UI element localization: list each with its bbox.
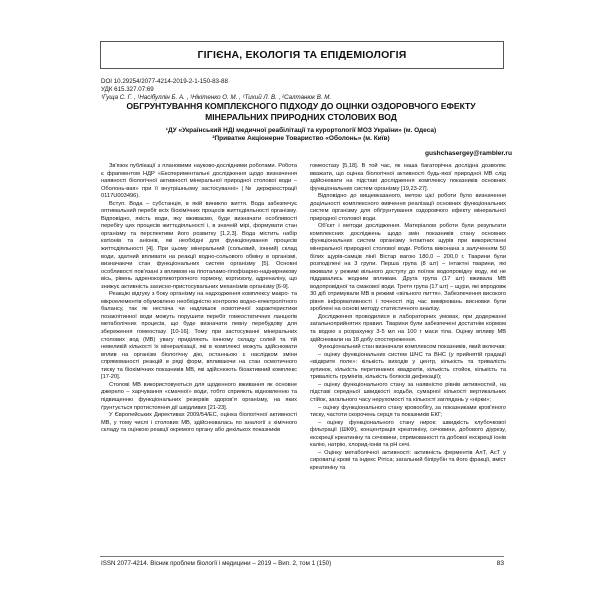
paragraph: Об'єкт і методи дослідження. Матеріалом роботи були результати комплексних досліджень щодо змін показників стану основних функціональних систем організму інтактних щурів при використанні мінеральної природної столової води. Робота виконана з залученням 50 білих щурів-самців лінії Вістар вагою 180,0 – 200,0 г. Тварини були розподілені на 3 групи. Перша група (8 шт) – інтактні тварини, які вживали у режимі вільного доступу до поїлок водопровідну воду, які не піддавались жодним впливам. Друга група (17 шт) вживала МВ водопровідної та смакової води. Третя група (17 шт) – щури, які впродовж 30 діб отримували МВ в режимі «вільного пиття». Забезпечення високого рівня інформативності і точності під час вимірювань висновки були зроблені на основі методу статистичного аналізу.: [310, 223, 506, 313]
paragraph: Зв'язок публікації з плановими науково-дослідними роботами. Робота є фрагментом НДР «Експериментальні дослідження щодо визначення наявності біологічної активності мінеральної природної столової води – Оболонь-вая» при її внутрішньому застосуванні» (№ держреєстрації 0117U003496).: [101, 163, 297, 200]
doi-line: DOI 10.29254/2077-4214-2019-2-1-150-83-88: [101, 78, 228, 85]
list-item: – оцінку функціональних систем ШЧС та ВНС (у прийнятій градації «відкрите поле»: кількість виходів у центр, кількість та тривалість зупинок, кількість перетинаних квадратів, кількість стойок, кількість та тривалість грумінгів, кількість болюсів дефекації);: [310, 351, 506, 381]
affiliation-1: ¹ДУ «Український НДІ медичної реабілітації та курортології МОЗ України» (м. Одеса): [165, 127, 437, 134]
article-title: ОБГРУНТУВАННЯ КОМПЛЕКСНОГО ПІДХОДУ ДО ОЦІНКИ ОЗДОРОВЧОГО ЕФЕКТУ МІНЕРАЛЬНИХ ПРИРОДНИХ СТОЛОВИХ ВОД: [126, 101, 476, 122]
list-item: – оцінку функціонального стану кровообігу, за показниками кров'яного тиску, частоти скорочень серця та показників ЕКГ;: [310, 404, 506, 419]
list-item: – Оцінку метаболічної активності: активність ферментів АлТ, АсТ у сироватці крові та індекс Рітіса; загальний білірубін та його фракції, вміст креатиніну та: [310, 449, 506, 471]
page-number: 83: [496, 560, 504, 567]
list-item: – оцінку функціонального стану за наявністю рівнів активностей, на підставі середньої швидкості ходьби, сумарної кількості вертикальних стійок, загального часу нерухомості та кількості заглядань у «нірки»;: [310, 381, 506, 403]
paragraph: Столові МВ використовуються для щоденного вживання як основне джерело – харчування «смачної» води, тобто сприяють відновленню та підвищенню функціональних резервів здоровʼя організму, на яких ґрунтується протистояння дії шкідливих [21-23].: [101, 381, 297, 411]
right-column: [310, 163, 506, 535]
list-item: – оцінку функціонального стану нирок: швидкість клубочкової фільтрації (ШКФ), концентрація креатиніну, сечовини, добового діурезу, екскреції креатиніну та сечовини, спрямованості та добової екскреції іонів калію, натрію, хлорид-іонів та рН сечі.: [310, 419, 506, 449]
paragraph: Функціональний стан визначали комплексом показників, який включав:: [318, 344, 506, 351]
footer-journal-info: ISSN 2077-4214. Вісник проблем біології і медицини – 2019 – Вип. 2, том 1 (150): [101, 560, 332, 567]
email-contact: gushchasergey@rambler.ru: [424, 150, 512, 157]
paragraph: У Європейських Директивах 2009/54/ЕС, оцінка біологічної активності МВ, у тому числі і столових МВ, здійснювалась по аналогії з хімічного складу та оцінкою реакції окремого органу або декількох показників: [101, 412, 297, 434]
paragraph: Вступ. Вода – субстанція, в якій виникло життя. Вода забезпечує оптимальний перебіг всіх біохімічних процесів життєдіяльності організму. Відповідно, якість води, яку вживаємо, буде визначати особливості перебігу цих процесів життєдіяльності і, в значній мірі, формувати стан організму та перспективи його розвитку [1,2,3]. Вода містить набір катіонів та аніонів, які необхідні для функціонування процесів життєдіяльності [4]. При цьому мінеральний (сольовий, іонний) склад води, здатний впливати на реакції водно-сольового обміну в організмі, визначаючи стан функціональних систем організму [5]. Основні особливості пов'язані з впливом на гіпоталамо-гіпофізарно-наднирникову вісь, рівень адренокортикотропного гормону, кортизолу, адреналіну, що знижує активність захисно-пристосувальних механізмів організму [6-9].: [101, 200, 297, 290]
authors-line: ¹Гуща С. Г. , ¹Насібуллін Б. А. , ¹Нікітенко О. М. , ¹Тихий Л. В. , ²Салтанюк В. М.: [101, 94, 332, 101]
udk-line: УДК 615.327.07:69: [101, 86, 154, 93]
paragraph: Дослідження проводилися в лабораторних умовах, при додержанні загальноприйнятих правил. Тварини були забезпечені достатнім кормом та водою з розрахунку 3-5 мл на 100 г маси тіла. Оцінку впливу МВ здійснювали на 18 добу спостереження.: [310, 313, 506, 343]
affiliation-2: ²Приватне Акціонерне Товариство «Оболонь» (м. Київ): [212, 135, 390, 142]
paragraph: гомеостазу [5,18]. В той час, як наша багаторічна дослідна дозволяє вважати, що оцінка біологічної активності будь-якої природної МВ слід здійснювати на підставі дослідження комплексу показників основних функціональних систем організму [19,23-27].: [310, 163, 506, 192]
paragraph: Відповідно до вищевказаного, метою цієї роботи було визначення доцільності комплексного вивчення реалізації основних функціональних систем організму для обґрунтування оздоровчого ефекту мінеральної природної столової води.: [310, 193, 506, 222]
footer-divider: [100, 556, 504, 557]
paragraph: Реакцію відгуку з боку організму на надходження комплексу макро- та мікроелементів обумовлено необхідністю контролю водно-електролітного балансу, так як нестача чи надлишок осмотичної характеристики позаклітинної води можуть порушити перебіг гомеостатичних ланцюгів метаболічних процесів, що буде визначати певну перебудову для збереження гомеостазу [10-16]. Тому при застосуванні мінеральних столових вод (МВ) увагу приділяють іонному складу солей та тій невеликій кількості їх мінералізації, які в комплексі можуть здійснювати вплив на організм біологічну дію, останньою є наслідком зміни спрямованості реакцій в ряді форм, впливаючи на стан осмотичного тиску та біохімічних показників МВ, які здійснюють біоактивний комплекс [17-20].: [101, 291, 297, 381]
section-header: ГІГІЄНА, ЕКОЛОГІЯ ТА ЕПІДЕМІОЛОГІЯ: [100, 41, 504, 69]
left-column: [101, 163, 297, 535]
